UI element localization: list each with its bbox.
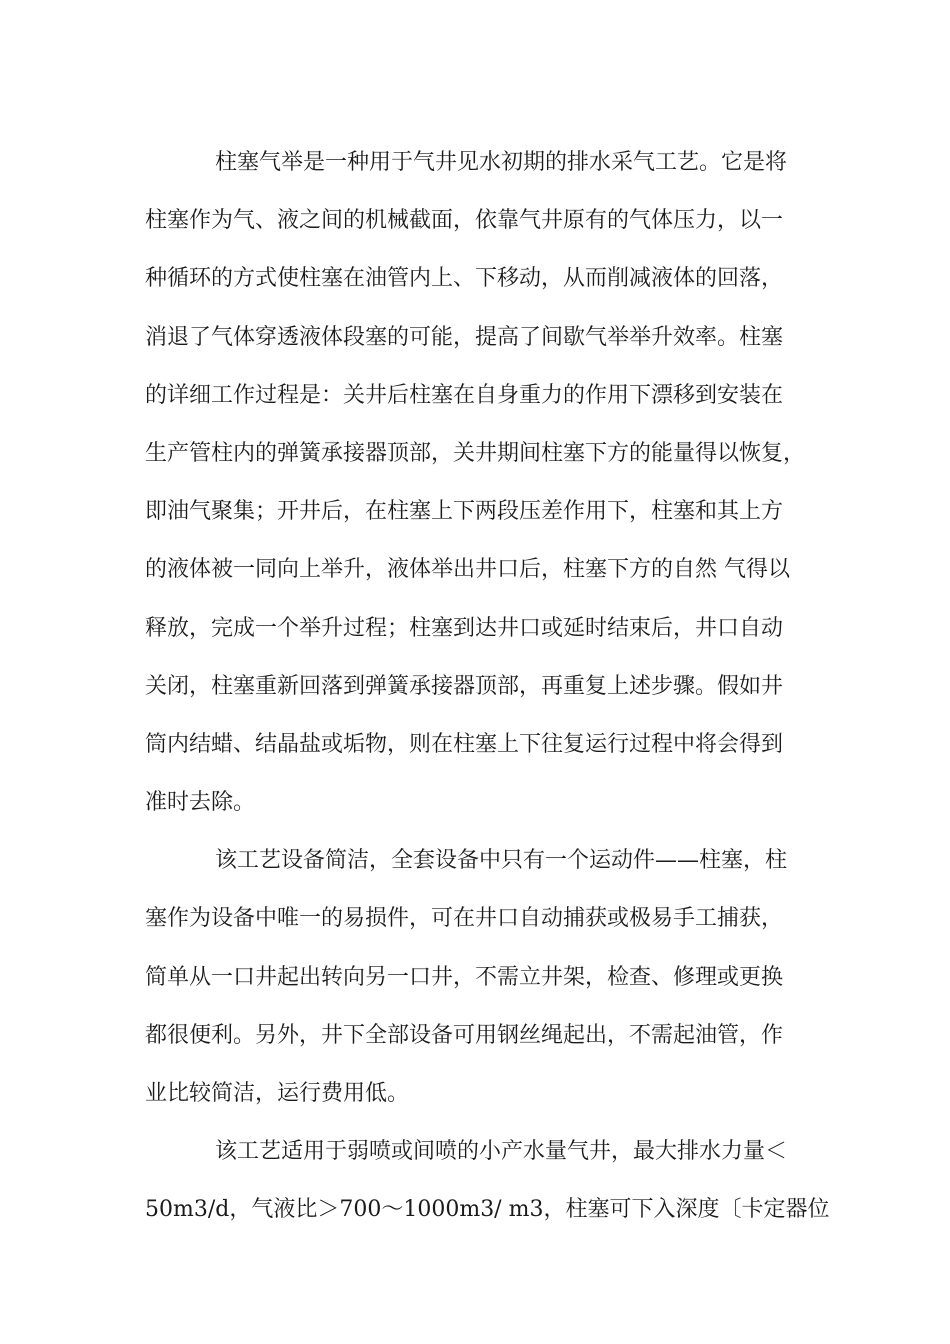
paragraph-1-line-6: 生产管柱内的弹簧承接器顶部，关井期间柱塞下方的能量得以恢复，	[145, 440, 806, 466]
paragraph-2-line-5: 业比较简洁，运行费用低。	[145, 1081, 410, 1106]
paragraph-1-line-2: 柱塞作为气、液之间的机械截面，依靠气井原有的气体压力，以一	[145, 208, 784, 234]
paragraph-2-line-2: 塞作为设备中唯一的易损件，可在井口自动捕获或极易手工捕获，	[145, 906, 784, 932]
paragraph-3-line-1: 该工艺适用于弱喷或间喷的小产水量气井，最大排水力量＜	[215, 1139, 788, 1165]
paragraph-1-line-3: 种循环的方式使柱塞在油管内上、下移动，从而削减液体的回落，	[145, 266, 784, 292]
paragraph-1-line-4: 消退了气体穿透液体段塞的可能，提高了间歇气举举升效率。柱塞	[145, 324, 784, 350]
body-text	[145, 134, 830, 1240]
paragraph-1-line-1: 柱塞气举是一种用于气井见水初期的排水采气工艺。它是将	[215, 150, 788, 175]
paragraph-1-line-11: 筒内结蜡、结晶盐或垢物，则在柱塞上下往复运行过程中将会得到	[145, 731, 784, 757]
paragraph-2-line-3: 简单从一口井起出转向另一口井，不需立井架，检查、修理或更换	[145, 964, 784, 990]
paragraph-1-line-9: 释放，完成一个举升过程；柱塞到达井口或延时结束后，井口自动	[145, 615, 784, 641]
paragraph-1-line-8: 的液体被一同向上举升，液体举出井口后，柱塞下方的自然 气得以	[145, 557, 790, 583]
paragraph-1-line-5: 的详细工作过程是：关井后柱塞在自身重力的作用下漂移到安装在	[145, 382, 784, 408]
paragraph-1-line-12: 准时去除。	[145, 790, 256, 816]
paragraph-3-line-2: 50m3/d，气液比＞700～1000m3/ m3，柱塞可下入深度〔卡定器位	[145, 1197, 830, 1223]
paragraph-2-line-1: 该工艺设备简洁，全套设备中只有一个运动件——柱塞，柱	[215, 848, 788, 874]
paragraph-2-line-4: 都很便利。另外，井下全部设备可用钢丝绳起出，不需起油管，作	[145, 1022, 784, 1048]
paragraph-1-line-10: 关闭，柱塞重新回落到弹簧承接器顶部，再重复上述步骤。假如井	[145, 673, 784, 699]
paragraph-1-line-7: 即油气聚集；开井后，在柱塞上下两段压差作用下，柱塞和其上方	[145, 499, 784, 525]
